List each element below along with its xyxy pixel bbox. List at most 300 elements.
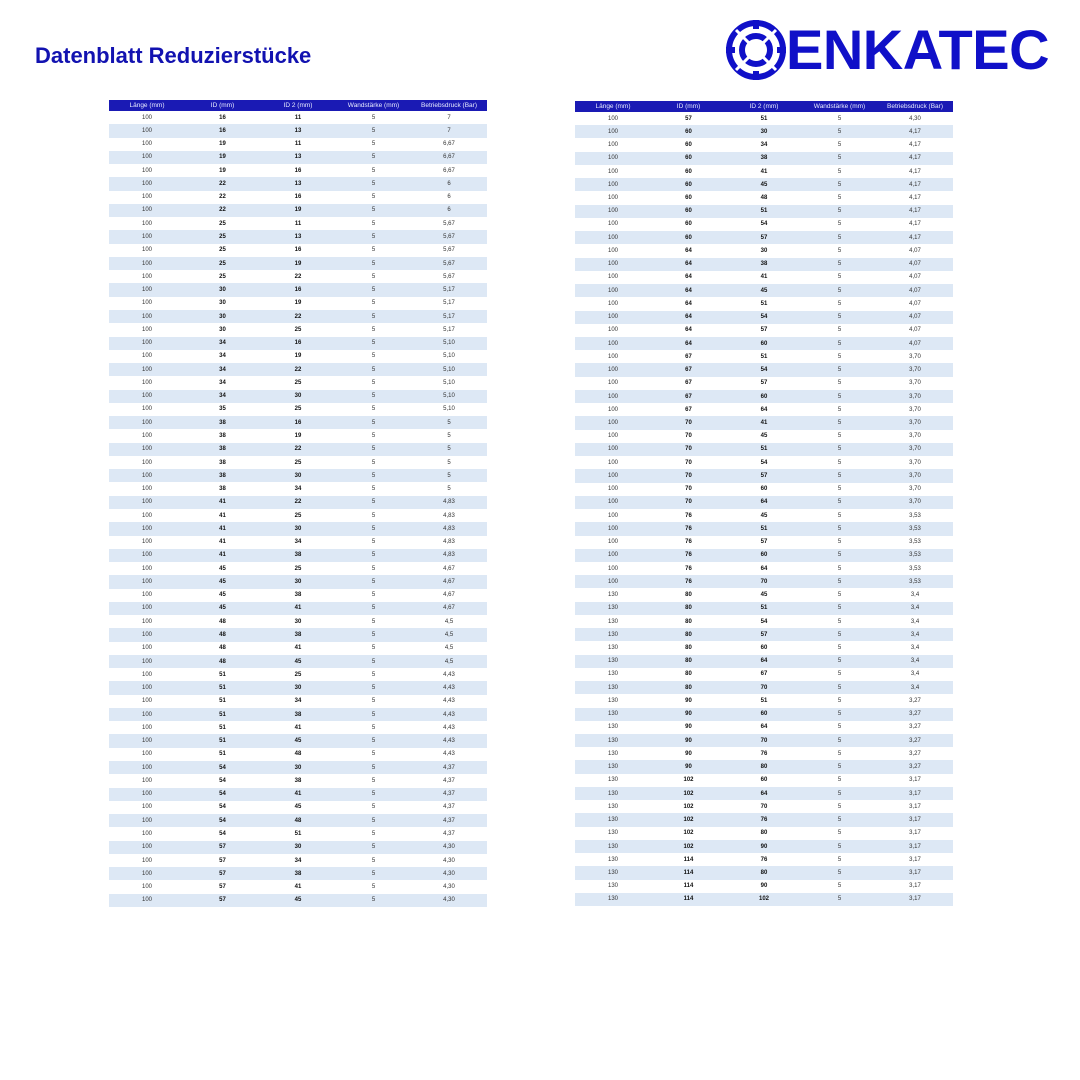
id2-cell: 51: [294, 830, 302, 837]
table-row: [575, 205, 953, 218]
wandstaerke-cell: 5: [802, 760, 877, 773]
betriebsdruck-cell: 4,83: [443, 539, 455, 546]
laenge-cell: 100: [109, 230, 185, 243]
table-row: [109, 376, 487, 389]
id2-cell: 13: [260, 177, 336, 190]
laenge-cell: 100: [109, 310, 185, 323]
id-cell: 54: [219, 804, 226, 811]
id-cell: 64: [685, 300, 692, 307]
table-row: [575, 708, 953, 721]
wandstaerke-cell: 5: [336, 310, 411, 323]
laenge-cell: 100: [141, 486, 152, 493]
betriebsdruck-cell: 4,67: [443, 592, 455, 599]
id2-cell: 64: [726, 496, 802, 509]
id2-cell: 25: [294, 671, 302, 678]
betriebsdruck-cell: 4,43: [443, 671, 455, 678]
id-cell: 60: [685, 221, 692, 228]
id-cell: 90: [651, 760, 726, 773]
table-row: [575, 125, 953, 138]
laenge-cell: 100: [575, 337, 651, 350]
wandstaerke-cell: 5: [371, 830, 376, 837]
laenge-cell: 130: [607, 697, 618, 704]
id2-cell: 41: [760, 168, 768, 175]
wandstaerke-cell: 5: [371, 777, 376, 784]
id2-cell: 51: [760, 353, 768, 360]
wandstaerke-cell: 5: [802, 866, 877, 879]
id-cell: 25: [219, 220, 226, 227]
laenge-cell: 100: [109, 443, 185, 456]
table-row: [575, 575, 953, 588]
id-cell: 51: [219, 671, 226, 678]
table-row: [109, 138, 487, 151]
wandstaerke-cell: 5: [837, 353, 842, 360]
betriebsdruck-cell: 5: [447, 433, 451, 439]
table-row: [109, 350, 487, 363]
table-row: [575, 363, 953, 376]
betriebsdruck-cell: 4,37: [411, 761, 487, 774]
id-cell: 57: [185, 894, 260, 907]
laenge-cell: 100: [575, 205, 651, 218]
enkatec-logo: [724, 18, 1060, 82]
laenge-cell: 100: [109, 363, 185, 376]
table-row: [575, 655, 953, 668]
betriebsdruck-cell: 3,17: [877, 813, 953, 826]
wandstaerke-cell: 5: [837, 724, 842, 731]
table-row: [575, 840, 953, 853]
wandstaerke-cell: 5: [802, 522, 877, 535]
laenge-cell: 100: [575, 443, 651, 456]
id-cell: 70: [651, 496, 726, 509]
laenge-cell: 100: [607, 142, 618, 149]
id2-cell: 76: [760, 856, 768, 863]
laenge-cell: 130: [575, 840, 651, 853]
id2-cell: 30: [294, 618, 302, 625]
betriebsdruck-cell: 3,17: [909, 777, 921, 784]
id2-cell: 51: [726, 205, 802, 218]
betriebsdruck-cell: 5: [447, 486, 451, 493]
table-row: [109, 257, 487, 270]
table-row: [575, 231, 953, 244]
wandstaerke-cell: 5: [802, 205, 877, 218]
wandstaerke-cell: 5: [336, 867, 411, 880]
laenge-cell: 100: [607, 195, 618, 202]
id-cell: 48: [219, 645, 226, 652]
wandstaerke-cell: 5: [802, 813, 877, 826]
wandstaerke-cell: 5: [802, 390, 877, 403]
table-row: [575, 747, 953, 760]
laenge-cell: 100: [109, 734, 185, 747]
table-row: [109, 880, 487, 893]
id2-cell: 54: [726, 363, 802, 376]
laenge-cell: 100: [109, 761, 185, 774]
id-cell: 70: [651, 469, 726, 482]
id-cell: 80: [685, 671, 692, 678]
id-cell: 30: [185, 310, 260, 323]
wandstaerke-cell: 5: [371, 618, 376, 625]
table-row: [109, 734, 487, 747]
id-cell: 51: [185, 708, 260, 721]
wandstaerke-cell: 5: [371, 751, 376, 758]
id2-cell: 30: [260, 681, 336, 694]
betriebsdruck-cell: 4,17: [909, 195, 921, 202]
table-row: [575, 880, 953, 893]
id2-cell: 34: [294, 698, 302, 705]
betriebsdruck-cell: 4,17: [909, 221, 921, 228]
id-cell: 54: [219, 830, 226, 837]
laenge-cell: 100: [141, 194, 152, 201]
wandstaerke-cell: 5: [371, 724, 376, 731]
id2-cell: 54: [760, 459, 768, 466]
wandstaerke-cell: 5: [336, 363, 411, 376]
betriebsdruck-cell: 5,10: [411, 390, 487, 403]
betriebsdruck-cell: 4,30: [443, 884, 455, 891]
id2-cell: 19: [294, 300, 302, 307]
id-cell: 19: [185, 151, 260, 164]
laenge-cell: 100: [141, 618, 152, 625]
table-row: [109, 111, 487, 124]
id-cell: 41: [185, 522, 260, 535]
id-cell: 76: [651, 549, 726, 562]
id2-cell: 11: [294, 141, 302, 148]
id-cell: 57: [219, 857, 226, 864]
wandstaerke-cell: 5: [837, 565, 842, 572]
betriebsdruck-cell: 4,83: [411, 549, 487, 562]
table-row: [575, 522, 953, 535]
id2-cell: 25: [294, 326, 302, 333]
laenge-cell: 130: [575, 893, 651, 906]
betriebsdruck-cell: 3,17: [909, 803, 921, 810]
wandstaerke-cell: 5: [837, 221, 842, 228]
id-cell: 34: [185, 337, 260, 350]
table-row: [575, 602, 953, 615]
wandstaerke-cell: 5: [802, 840, 877, 853]
table-row: [109, 151, 487, 164]
id-cell: 60: [685, 195, 692, 202]
table-row: [575, 152, 953, 165]
betriebsdruck-cell: 5,67: [411, 230, 487, 243]
table-row: [575, 350, 953, 363]
laenge-cell: 100: [575, 416, 651, 429]
wandstaerke-cell: 5: [837, 168, 842, 175]
table-row: [109, 788, 487, 801]
laenge-cell: 100: [141, 459, 152, 466]
betriebsdruck-cell: 3,17: [877, 840, 953, 853]
wandstaerke-cell: 5: [802, 258, 877, 271]
id2-cell: 45: [726, 178, 802, 191]
laenge-cell: 100: [109, 681, 185, 694]
laenge-cell: 100: [607, 512, 618, 519]
id2-cell: 38: [260, 628, 336, 641]
betriebsdruck-cell: 5,17: [411, 310, 487, 323]
id2-cell: 30: [260, 841, 336, 854]
id2-cell: 34: [294, 539, 302, 546]
id-cell: 48: [219, 618, 226, 625]
betriebsdruck-cell: 5,10: [411, 337, 487, 350]
id-cell: 76: [685, 565, 692, 572]
betriebsdruck-cell: 7: [411, 124, 487, 137]
id2-cell: 70: [726, 575, 802, 588]
table-row: [109, 695, 487, 708]
betriebsdruck-cell: 4,43: [443, 698, 455, 705]
laenge-cell: 100: [607, 327, 618, 334]
betriebsdruck-cell: 3,70: [909, 486, 921, 493]
laenge-cell: 100: [109, 628, 185, 641]
id-cell: 25: [185, 230, 260, 243]
id2-cell: 51: [726, 602, 802, 615]
betriebsdruck-cell: 5,17: [443, 326, 455, 333]
wandstaerke-cell: 5: [336, 283, 411, 296]
betriebsdruck-cell: 6,67: [411, 151, 487, 164]
table-row: [109, 443, 487, 456]
table-row: [109, 615, 487, 628]
table-row: [109, 204, 487, 217]
id2-cell: 30: [260, 390, 336, 403]
betriebsdruck-cell: 3,17: [909, 856, 921, 863]
id2-cell: 54: [726, 311, 802, 324]
id-cell: 64: [651, 284, 726, 297]
laenge-cell: 100: [109, 841, 185, 854]
id-cell: 57: [685, 115, 692, 122]
betriebsdruck-cell: 4,43: [411, 681, 487, 694]
id2-cell: 45: [260, 894, 336, 907]
id-cell: 30: [219, 300, 226, 307]
id-cell: 41: [185, 549, 260, 562]
laenge-cell: 100: [607, 433, 618, 440]
id2-cell: 19: [260, 204, 336, 217]
laenge-cell: 100: [607, 168, 618, 175]
id-cell: 54: [185, 814, 260, 827]
table-row: [575, 165, 953, 178]
id-cell: 64: [651, 258, 726, 271]
betriebsdruck-cell: 4,5: [411, 628, 487, 641]
betriebsdruck-cell: 3,70: [877, 416, 953, 429]
wandstaerke-cell: 5: [837, 803, 842, 810]
id-cell: 70: [685, 459, 692, 466]
id2-cell: 64: [760, 406, 768, 413]
wandstaerke-cell: 5: [336, 734, 411, 747]
laenge-cell: 100: [575, 152, 651, 165]
wandstaerke-cell: 5: [371, 353, 376, 360]
betriebsdruck-cell: 3,70: [877, 496, 953, 509]
table-row: [575, 138, 953, 151]
betriebsdruck-cell: 3,53: [877, 549, 953, 562]
laenge-cell: 100: [607, 353, 618, 360]
wandstaerke-cell: 5: [336, 496, 411, 509]
laenge-cell: 100: [141, 220, 152, 227]
table-row: [575, 271, 953, 284]
laenge-cell: 100: [575, 549, 651, 562]
table-row: [575, 377, 953, 390]
wandstaerke-cell: 5: [371, 300, 376, 307]
laenge-cell: 100: [109, 416, 185, 429]
id-cell: 76: [651, 575, 726, 588]
laenge-cell: 100: [607, 300, 618, 307]
betriebsdruck-cell: 4,07: [877, 284, 953, 297]
id-cell: 90: [685, 724, 692, 731]
laenge-cell: 100: [109, 257, 185, 270]
id2-cell: 60: [726, 390, 802, 403]
id2-cell: 57: [760, 539, 768, 546]
table-row: [575, 562, 953, 575]
id-cell: 80: [651, 681, 726, 694]
laenge-cell: 100: [141, 300, 152, 307]
wandstaerke-cell: 5: [336, 894, 411, 907]
laenge-cell: 100: [575, 575, 651, 588]
laenge-cell: 100: [607, 274, 618, 281]
laenge-cell: 100: [575, 311, 651, 324]
laenge-cell: 100: [575, 469, 651, 482]
table-row: [109, 124, 487, 137]
id2-cell: 45: [260, 734, 336, 747]
id2-cell: 45: [260, 655, 336, 668]
betriebsdruck-cell: 3,70: [909, 433, 921, 440]
wandstaerke-cell: 5: [802, 549, 877, 562]
wandstaerke-cell: 5: [802, 575, 877, 588]
wandstaerke-cell: 5: [371, 857, 376, 864]
laenge-cell: 100: [141, 777, 152, 784]
id-cell: 22: [185, 204, 260, 217]
table-row: [575, 588, 953, 601]
betriebsdruck-cell: 4,30: [411, 867, 487, 880]
wandstaerke-cell: 5: [802, 443, 877, 456]
id-cell: 67: [685, 406, 692, 413]
table-row: [109, 602, 487, 615]
id-cell: 114: [683, 883, 694, 890]
id2-cell: 30: [760, 247, 768, 254]
id2-cell: 30: [260, 469, 336, 482]
laenge-cell: 100: [607, 459, 618, 466]
table-row: [109, 482, 487, 495]
laenge-cell: 130: [607, 618, 618, 625]
id-cell: 16: [185, 124, 260, 137]
id-cell: 38: [219, 459, 226, 466]
table-row: [109, 217, 487, 230]
table-row: [109, 191, 487, 204]
table-row: [109, 748, 487, 761]
table-header-row: [109, 100, 487, 111]
wandstaerke-cell: 5: [371, 459, 376, 466]
wandstaerke-cell: 5: [371, 592, 376, 599]
wandstaerke-cell: 5: [837, 195, 842, 202]
laenge-cell: 100: [607, 221, 618, 228]
table-row: [575, 800, 953, 813]
laenge-cell: 130: [575, 813, 651, 826]
wandstaerke-cell: 5: [371, 539, 376, 546]
betriebsdruck-cell: 5,10: [443, 379, 455, 386]
id-cell: 67: [685, 380, 692, 387]
id2-cell: 22: [260, 443, 336, 456]
id-cell: 60: [685, 168, 692, 175]
betriebsdruck-cell: 3,17: [877, 866, 953, 879]
id2-cell: 64: [760, 724, 768, 731]
laenge-cell: 130: [607, 750, 618, 757]
wandstaerke-cell: 5: [837, 247, 842, 254]
id-cell: 54: [219, 777, 226, 784]
table-row: [109, 297, 487, 310]
table-row: [109, 575, 487, 588]
laenge-cell: 130: [575, 708, 651, 721]
table-row: [575, 416, 953, 429]
id2-cell: 64: [760, 565, 768, 572]
id-cell: 19: [219, 141, 226, 148]
id2-cell: 19: [294, 433, 302, 439]
id-cell: 70: [651, 416, 726, 429]
id-cell: 22: [185, 177, 260, 190]
table-row: [575, 866, 953, 879]
betriebsdruck-cell: 3,27: [877, 708, 953, 721]
table-row: [109, 655, 487, 668]
wandstaerke-cell: 5: [336, 124, 411, 137]
id2-cell: 38: [260, 867, 336, 880]
laenge-cell: 100: [109, 177, 185, 190]
data-table-right: [575, 101, 953, 906]
id2-cell: 51: [726, 443, 802, 456]
id2-cell: 30: [260, 522, 336, 535]
id2-cell: 22: [260, 310, 336, 323]
table-row: [575, 774, 953, 787]
id-cell: 34: [219, 379, 226, 386]
laenge-cell: 100: [141, 141, 152, 148]
id-cell: 38: [219, 433, 226, 439]
wandstaerke-cell: 5: [336, 416, 411, 429]
laenge-cell: 100: [575, 231, 651, 244]
id-cell: 102: [651, 813, 726, 826]
id-cell: 38: [185, 469, 260, 482]
id-cell: 67: [651, 363, 726, 376]
column-header: Wandstärke (mm): [802, 101, 877, 112]
wandstaerke-cell: 5: [802, 178, 877, 191]
table-row: [575, 311, 953, 324]
laenge-cell: 100: [109, 549, 185, 562]
id2-cell: 57: [726, 469, 802, 482]
laenge-cell: 100: [109, 602, 185, 615]
laenge-cell: 100: [141, 830, 152, 837]
betriebsdruck-cell: 4,43: [411, 734, 487, 747]
betriebsdruck-cell: 4,07: [909, 247, 921, 254]
table-row: [575, 191, 953, 204]
table-row: [109, 867, 487, 880]
id2-cell: 54: [760, 221, 768, 228]
id2-cell: 48: [294, 751, 302, 758]
laenge-cell: 100: [141, 645, 152, 652]
betriebsdruck-cell: 3,17: [877, 787, 953, 800]
betriebsdruck-cell: 4,17: [877, 231, 953, 244]
wandstaerke-cell: 5: [336, 177, 411, 190]
id2-cell: 19: [294, 353, 302, 360]
id-cell: 80: [685, 592, 692, 599]
laenge-cell: 130: [607, 830, 618, 837]
betriebsdruck-cell: 3,4: [877, 602, 953, 615]
id-cell: 67: [685, 353, 692, 360]
wandstaerke-cell: 5: [371, 406, 376, 413]
id-cell: 70: [685, 486, 692, 493]
table-row: [109, 416, 487, 429]
id2-cell: 11: [294, 114, 302, 121]
table-row: [109, 469, 487, 482]
wandstaerke-cell: 5: [802, 628, 877, 641]
table-row: [109, 562, 487, 575]
betriebsdruck-cell: 4,07: [877, 337, 953, 350]
wandstaerke-cell: 5: [837, 459, 842, 466]
id-cell: 90: [651, 708, 726, 721]
laenge-cell: 100: [141, 326, 152, 333]
id2-cell: 16: [260, 416, 336, 429]
id2-cell: 16: [294, 247, 302, 254]
betriebsdruck-cell: 4,07: [877, 311, 953, 324]
wandstaerke-cell: 5: [336, 841, 411, 854]
wandstaerke-cell: 5: [371, 486, 376, 493]
id-cell: 76: [685, 512, 692, 519]
